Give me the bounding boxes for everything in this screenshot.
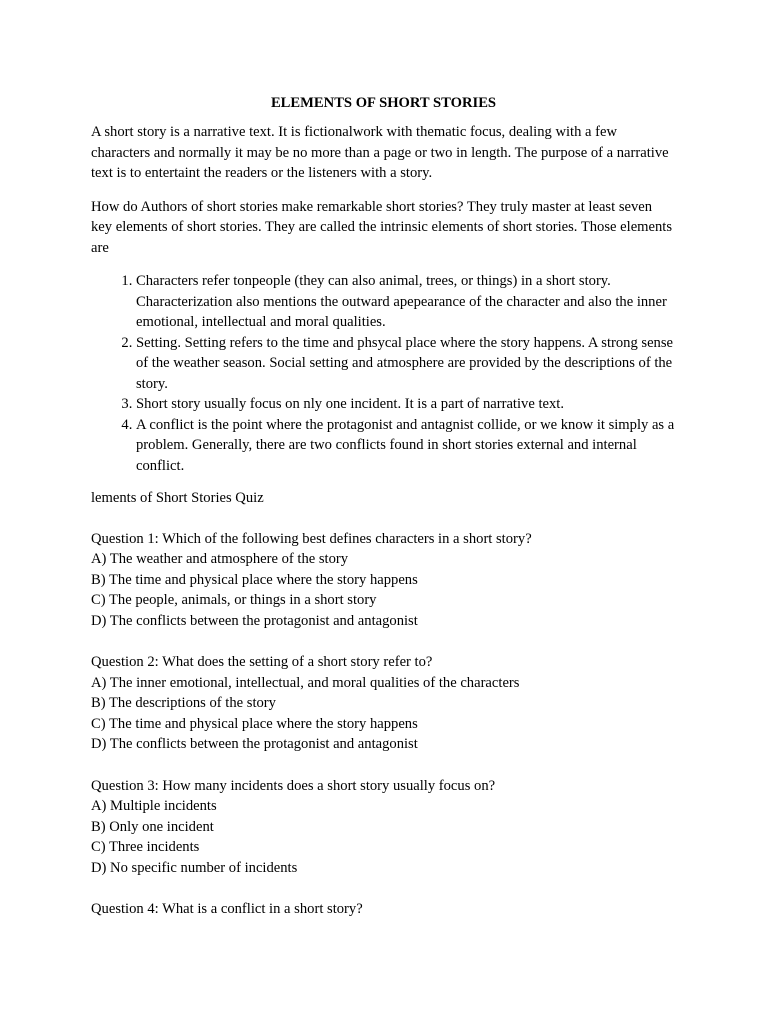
question-text: Question 4: What is a conflict in a short story? xyxy=(91,901,363,917)
elements-list xyxy=(91,271,676,476)
answer-option: D) The conflicts between the protagonist and antagonist xyxy=(91,612,418,629)
answer-option: B) The descriptions of the story xyxy=(91,695,276,711)
question-text: Question 3: How many incidents does a short story usually focus on? xyxy=(91,777,496,794)
answer-option: A) Multiple incidents xyxy=(91,798,217,814)
list-item: 4. A conflict is the point where the protagonist and antagnist collide, or we know it simply as a problem. Generally, there are two conflicts found in short stories external and internal conflict. xyxy=(136,415,676,477)
answer-option: B) Only one incident xyxy=(91,818,214,835)
question-text: Question 2: What does the setting of a short story refer to? xyxy=(91,654,433,670)
question-block xyxy=(91,899,676,920)
answer-option: D) No specific number of incidents xyxy=(91,859,298,876)
answer-option: A) The inner emotional, intellectual, and moral qualities of the characters xyxy=(91,674,520,691)
intro-paragraph: A short story is a narrative text. It is fictionalwork with thematic focus, dealing with a few characters and normally it may be no more than a page or two in length. The purpose of a narrative text is to entertaint the readers or the listeners with a story. xyxy=(91,124,669,181)
answer-option: A) The weather and atmosphere of the story xyxy=(91,551,349,567)
answer-option: C) The people, animals, or things in a short story xyxy=(91,592,377,608)
list-item: 3. Short story usually focus on nly one incident. It is a part of narrative text. xyxy=(136,394,676,415)
answer-option: C) Three incidents xyxy=(91,839,200,855)
answer-option: C) The time and physical place where the story happens xyxy=(91,715,418,732)
question-block xyxy=(91,776,676,879)
quiz-heading: lements of Short Stories Quiz xyxy=(91,490,264,506)
answer-option: D) The conflicts between the protagonist and antagonist xyxy=(91,736,418,752)
answer-option: B) The time and physical place where the story happens xyxy=(91,571,418,588)
list-item: 1. Characters refer tonpeople (they can also animal, trees, or things) in a short story. Characterization also mentions the outward apepearance of the character and also the inner emotional, intellectual and moral qualities. xyxy=(136,271,676,333)
document-title: ELEMENTS OF SHORT STORIES xyxy=(270,95,497,111)
question-text: Question 1: Which of the following best defines characters in a short story? xyxy=(91,530,532,547)
elements-intro-paragraph: How do Authors of short stories make remarkable short stories? They truly master at least seven key elements of short stories. They are called the intrinsic elements of short stories. Those elements are xyxy=(91,198,673,256)
list-item: 2. Setting. Setting refers to the time and phsycal place where the story happens. A strong sense of the weather season. Social setting and atmosphere are provided by the descriptions of the story. xyxy=(136,333,676,395)
question-block xyxy=(91,652,676,755)
question-block xyxy=(91,529,676,632)
